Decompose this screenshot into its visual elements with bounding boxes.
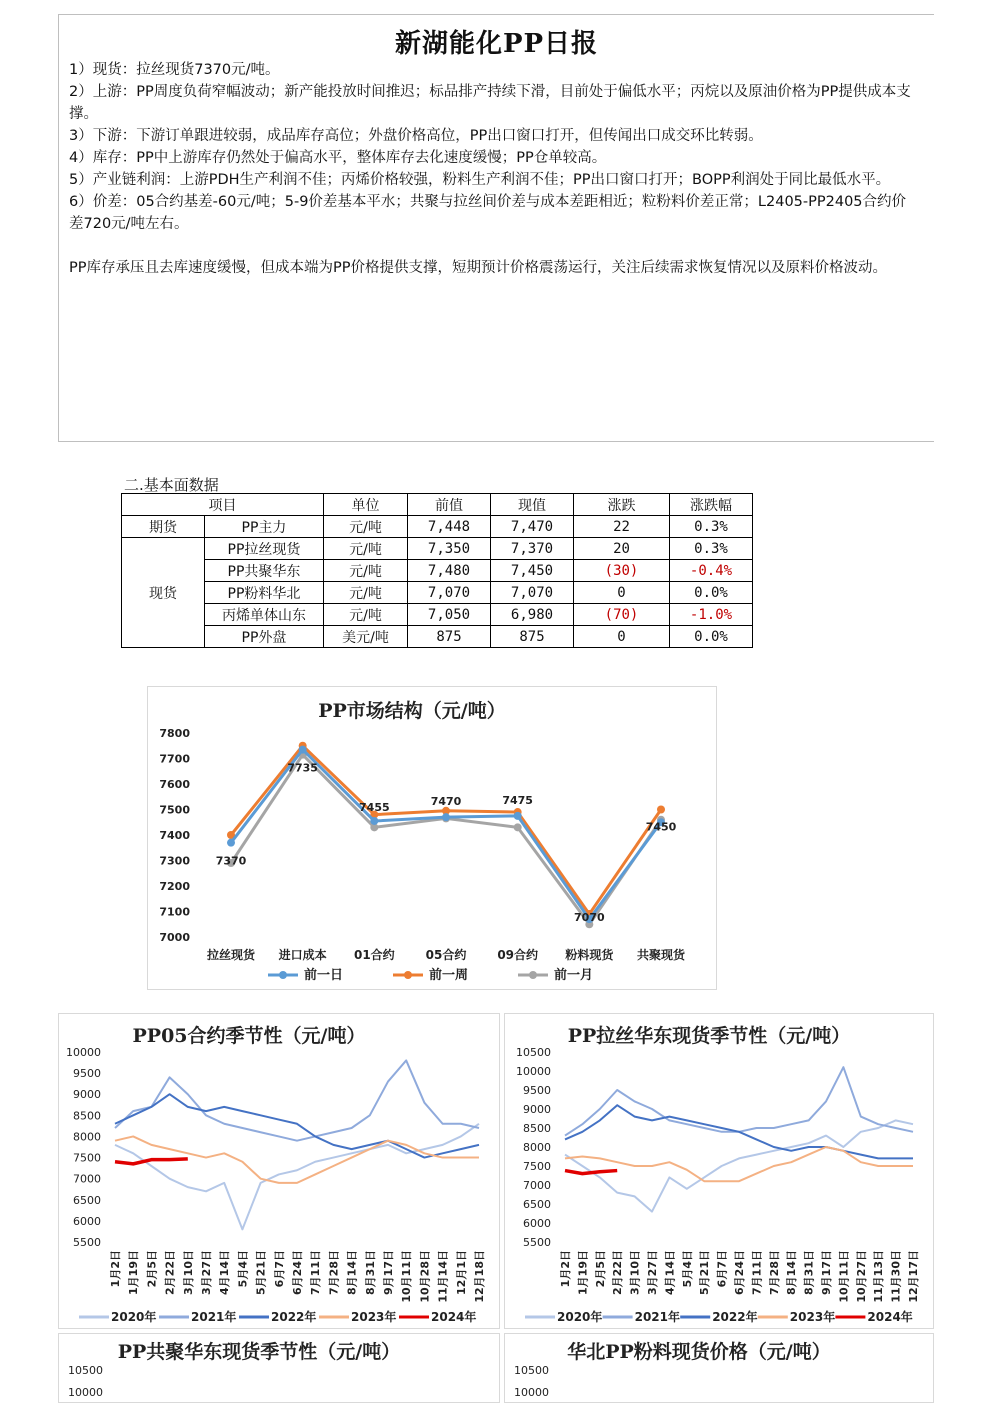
y-tick-label: 8500 [73, 1109, 101, 1123]
row-curr: 875 [491, 626, 574, 648]
legend-marker [404, 971, 412, 979]
x-tick-label: 7月11日 [309, 1250, 323, 1295]
y-tick-label: 7000 [159, 931, 190, 944]
legend-label: 2022年 [712, 1310, 758, 1324]
row-chg: (70) [574, 604, 670, 626]
series-point [657, 806, 665, 814]
x-tick-label: 5月4日 [680, 1250, 694, 1288]
x-tick-label: 6月24日 [291, 1250, 304, 1295]
x-tick-label: 1月2日 [559, 1250, 572, 1288]
row-name: PP共聚华东 [205, 560, 324, 582]
x-tick-label: 9月17日 [820, 1250, 833, 1295]
chart-title: PP05合约季节性（元/吨） [132, 1025, 366, 1047]
report-line-upstream: 2）上游：PP周度负荷窄幅波动；新产能投放时间推迟；标品排产持续下滑，目前处于偏低水平；丙烷以及原油价格为PP提供成本支撑。 [69, 84, 911, 122]
data-label: 7470 [430, 795, 462, 809]
x-tick-label: 1月19日 [127, 1250, 141, 1295]
market-structure-svg [148, 687, 716, 989]
pp05-seasonal-chart [58, 1013, 500, 1329]
x-tick-label: 7月28日 [767, 1250, 781, 1295]
row-chg: (30) [574, 560, 670, 582]
series-point [514, 823, 522, 831]
x-tick-label: 粉料现货 [565, 948, 614, 962]
table-row [122, 582, 753, 604]
x-tick-label: 10月11日 [837, 1250, 851, 1303]
y-tick-label: 10500 [516, 1046, 551, 1059]
x-tick-label: 6月7日 [715, 1250, 729, 1288]
y-tick-label: 9000 [523, 1103, 551, 1116]
legend-label: 2023年 [789, 1310, 836, 1324]
x-tick-label: 1月2日 [109, 1250, 122, 1288]
section-title: 二.基本面数据 [124, 476, 219, 494]
legend-label: 2022年 [271, 1310, 317, 1324]
series-point [227, 839, 235, 847]
report-line-inventory: 4）库存：PP中上游库存仍然处于偏高水平，整体库存去化速度缓慢；PP仓单较高。 [69, 150, 607, 166]
table-header-row [122, 494, 753, 516]
x-tick-label: 共聚现货 [636, 948, 686, 962]
powder-price-chart [504, 1333, 934, 1403]
row-prev: 7,350 [408, 538, 491, 560]
y-tick-label: 8000 [523, 1141, 551, 1154]
x-tick-label: 01合约 [353, 948, 395, 962]
x-tick-label: 8月14日 [785, 1250, 799, 1295]
x-tick-label: 拉丝现货 [206, 948, 256, 962]
x-tick-label: 3月10日 [628, 1250, 642, 1295]
x-tick-label: 09合约 [497, 948, 539, 962]
x-tick-label: 7月11日 [750, 1250, 764, 1295]
series-line [565, 1067, 913, 1135]
row-prev: 7,480 [408, 560, 491, 582]
row-pct: -1.0% [670, 604, 753, 626]
x-tick-label: 9月17日 [382, 1250, 395, 1295]
row-prev: 7,448 [408, 516, 491, 538]
x-tick-label: 2月5日 [593, 1250, 607, 1288]
x-tick-label: 8月31日 [363, 1250, 377, 1295]
x-tick-label: 10月11日 [400, 1250, 414, 1303]
report-line-spread: 6）价差：05合约基差-60元/吨；5-9价差基本平水；共聚与拉丝间价差与成本差距相近；粒粉料价差正常；L2405-PP2405合约价差720元/吨左右。 [69, 194, 907, 232]
row-unit: 元/吨 [324, 538, 408, 560]
legend-marker [529, 971, 537, 979]
x-tick-label: 2月5日 [145, 1250, 159, 1288]
x-tick-label: 12月18日 [473, 1250, 486, 1303]
x-tick-label: 05合约 [425, 948, 467, 962]
report-line-profit: 5）产业链利润：上游PDH生产利润不佳；丙烯价格较强，粉料生产利润不佳；PP出口窗口打开；BOPP利润处于同比最低水平。 [69, 172, 891, 188]
row-curr: 6,980 [491, 604, 574, 626]
series-point [442, 813, 450, 821]
x-tick-label: 10月28日 [418, 1250, 432, 1303]
data-label: 7450 [645, 820, 677, 834]
y-tick-label: 7000 [523, 1179, 551, 1192]
report-body [69, 59, 920, 279]
y-tick-label: 7200 [159, 880, 190, 893]
row-unit: 元/吨 [324, 604, 408, 626]
header-curr: 现值 [491, 494, 574, 516]
x-tick-label: 12月17日 [907, 1250, 920, 1303]
x-tick-label: 6月24日 [733, 1250, 746, 1295]
x-tick-label: 4月14日 [218, 1250, 232, 1295]
x-tick-label: 3月27日 [200, 1250, 213, 1295]
cropped-chart-svg [59, 1334, 499, 1402]
x-tick-label: 5月21日 [698, 1250, 712, 1295]
market-structure-chart [147, 686, 717, 990]
row-prev: 7,070 [408, 582, 491, 604]
legend-label: 2021年 [191, 1310, 237, 1324]
series-line [565, 1120, 913, 1211]
row-name: PP外盘 [205, 626, 324, 648]
data-label: 7370 [215, 854, 247, 868]
legend-label: 2020年 [557, 1310, 603, 1324]
series-line [565, 1147, 913, 1181]
legend-label: 前一月 [554, 968, 594, 983]
x-tick-label: 3月27日 [646, 1250, 659, 1295]
y-tick-label: 10500 [514, 1364, 549, 1377]
row-unit: 元/吨 [324, 560, 408, 582]
legend-label: 2024年 [431, 1310, 477, 1324]
drawing-spot-seasonal-chart [504, 1013, 934, 1329]
row-pct: 0.0% [670, 582, 753, 604]
table-row [122, 516, 753, 538]
header-item: 项目 [122, 494, 324, 516]
y-tick-label: 10000 [68, 1386, 103, 1399]
series-point [514, 812, 522, 820]
x-tick-label: 8月31日 [802, 1250, 816, 1295]
row-curr: 7,470 [491, 516, 574, 538]
y-tick-label: 9000 [73, 1088, 101, 1102]
report-title: 新湖能化PP日报 [394, 29, 599, 59]
row-curr: 7,450 [491, 560, 574, 582]
x-tick-label: 11月30日 [889, 1250, 903, 1303]
data-label: 7070 [574, 911, 605, 925]
row-curr: 7,070 [491, 582, 574, 604]
chart-title: 华北PP粉料现货价格（元/吨） [567, 1341, 831, 1363]
row-name: PP主力 [205, 516, 324, 538]
row-pct: 0.0% [670, 626, 753, 648]
y-tick-label: 9500 [523, 1084, 551, 1097]
seasonal-svg [505, 1014, 933, 1328]
x-tick-label: 5月21日 [254, 1250, 268, 1295]
legend-marker [279, 971, 287, 979]
y-tick-label: 8000 [73, 1130, 101, 1144]
x-tick-label: 5月4日 [236, 1250, 250, 1288]
y-tick-label: 10000 [516, 1065, 551, 1078]
row-name: PP粉料华北 [205, 582, 324, 604]
copolymer-seasonal-chart [58, 1333, 500, 1403]
table-row [122, 604, 753, 626]
series-line [565, 1171, 617, 1174]
series-line [115, 1159, 188, 1164]
x-tick-label: 6月7日 [272, 1250, 286, 1288]
row-curr: 7,370 [491, 538, 574, 560]
report-line-downstream: 3）下游：下游订单跟进较弱，成品库存高位；外盘价格高位，PP出口窗口打开，但传闻出口成交环比转弱。 [69, 128, 763, 144]
x-tick-label: 11月14日 [436, 1250, 450, 1303]
y-tick-label: 7100 [159, 905, 190, 919]
group-futures: 期货 [122, 516, 205, 538]
y-tick-label: 6000 [73, 1214, 101, 1228]
report-line-spot: 1）现货：拉丝现货7370元/吨。 [69, 62, 280, 78]
x-tick-label: 进口成本 [278, 948, 327, 962]
row-pct: 0.3% [670, 538, 753, 560]
row-chg: 22 [574, 516, 670, 538]
y-tick-label: 7700 [159, 752, 190, 766]
y-tick-label: 7000 [73, 1172, 101, 1186]
row-pct: 0.3% [670, 516, 753, 538]
chart-title: PP共聚华东现货季节性（元/吨） [117, 1341, 401, 1363]
legend-label: 2020年 [111, 1310, 157, 1324]
y-tick-label: 7500 [523, 1160, 551, 1173]
chart-title: PP拉丝华东现货季节性（元/吨） [567, 1025, 851, 1047]
table-row [122, 560, 753, 582]
row-pct: -0.4% [670, 560, 753, 582]
y-tick-label: 10000 [514, 1386, 549, 1399]
y-tick-label: 6500 [523, 1198, 551, 1211]
chart-title: PP市场结构（元/吨） [318, 700, 506, 722]
y-tick-label: 7600 [159, 778, 190, 791]
row-unit: 美元/吨 [324, 626, 408, 648]
y-tick-label: 7800 [159, 727, 190, 740]
legend-label: 2023年 [351, 1310, 397, 1324]
y-tick-label: 7500 [159, 803, 190, 817]
series-line [231, 750, 661, 920]
seasonal-svg [59, 1014, 499, 1328]
report-box [58, 14, 934, 442]
x-tick-label: 8月14日 [345, 1250, 359, 1295]
row-chg: 0 [574, 582, 670, 604]
y-tick-label: 5500 [73, 1236, 101, 1249]
row-chg: 20 [574, 538, 670, 560]
data-label: 7735 [287, 761, 318, 775]
report-conclusion: PP库存承压且去库速度缓慢，但成本端为PP价格提供支撑，短期预计价格震荡运行，关注后续需求恢复情况以及原料价格波动。 [69, 260, 887, 276]
x-tick-label: 2月22日 [611, 1250, 625, 1295]
y-tick-label: 6000 [523, 1217, 551, 1230]
x-tick-label: 10月27日 [854, 1250, 868, 1303]
x-tick-label: 7月28日 [327, 1250, 341, 1295]
x-tick-label: 12月1日 [454, 1250, 468, 1295]
y-tick-label: 7500 [73, 1151, 101, 1165]
header-chg: 涨跌 [574, 494, 670, 516]
header-prev: 前值 [408, 494, 491, 516]
table-row [122, 538, 753, 560]
series-point [370, 817, 378, 825]
y-tick-label: 8500 [523, 1122, 551, 1135]
x-tick-label: 1月19日 [576, 1250, 590, 1295]
x-tick-label: 11月13日 [872, 1250, 886, 1303]
y-tick-label: 5500 [523, 1236, 551, 1249]
legend-label: 2024年 [867, 1310, 913, 1324]
row-prev: 7,050 [408, 604, 491, 626]
row-prev: 875 [408, 626, 491, 648]
row-name: PP拉丝现货 [205, 538, 324, 560]
x-tick-label: 4月14日 [663, 1250, 677, 1295]
x-tick-label: 2月22日 [163, 1250, 177, 1295]
y-tick-label: 6500 [73, 1193, 101, 1207]
series-line [115, 1124, 479, 1230]
series-point [299, 746, 307, 754]
header-pct: 涨跌幅 [670, 494, 753, 516]
row-unit: 元/吨 [324, 582, 408, 604]
y-tick-label: 10500 [68, 1364, 103, 1377]
group-spot: 现货 [122, 538, 205, 648]
data-label: 7475 [502, 793, 533, 807]
y-tick-label: 7300 [159, 854, 190, 868]
row-chg: 0 [574, 626, 670, 648]
fundamentals-table [121, 493, 753, 648]
y-tick-label: 7400 [159, 829, 190, 842]
legend-label: 前一周 [429, 968, 469, 983]
legend-label: 2021年 [634, 1310, 681, 1324]
series-line [231, 755, 661, 925]
cropped-chart-svg [505, 1334, 933, 1402]
header-unit: 单位 [324, 494, 408, 516]
data-label: 7455 [359, 800, 390, 814]
y-tick-label: 10000 [66, 1046, 101, 1059]
row-name: 丙烯单体山东 [205, 604, 324, 626]
row-unit: 元/吨 [324, 516, 408, 538]
x-tick-label: 3月10日 [181, 1250, 195, 1295]
y-tick-label: 9500 [73, 1067, 101, 1081]
series-line [115, 1060, 479, 1140]
legend-label: 前一日 [304, 968, 344, 983]
table-row [122, 626, 753, 648]
